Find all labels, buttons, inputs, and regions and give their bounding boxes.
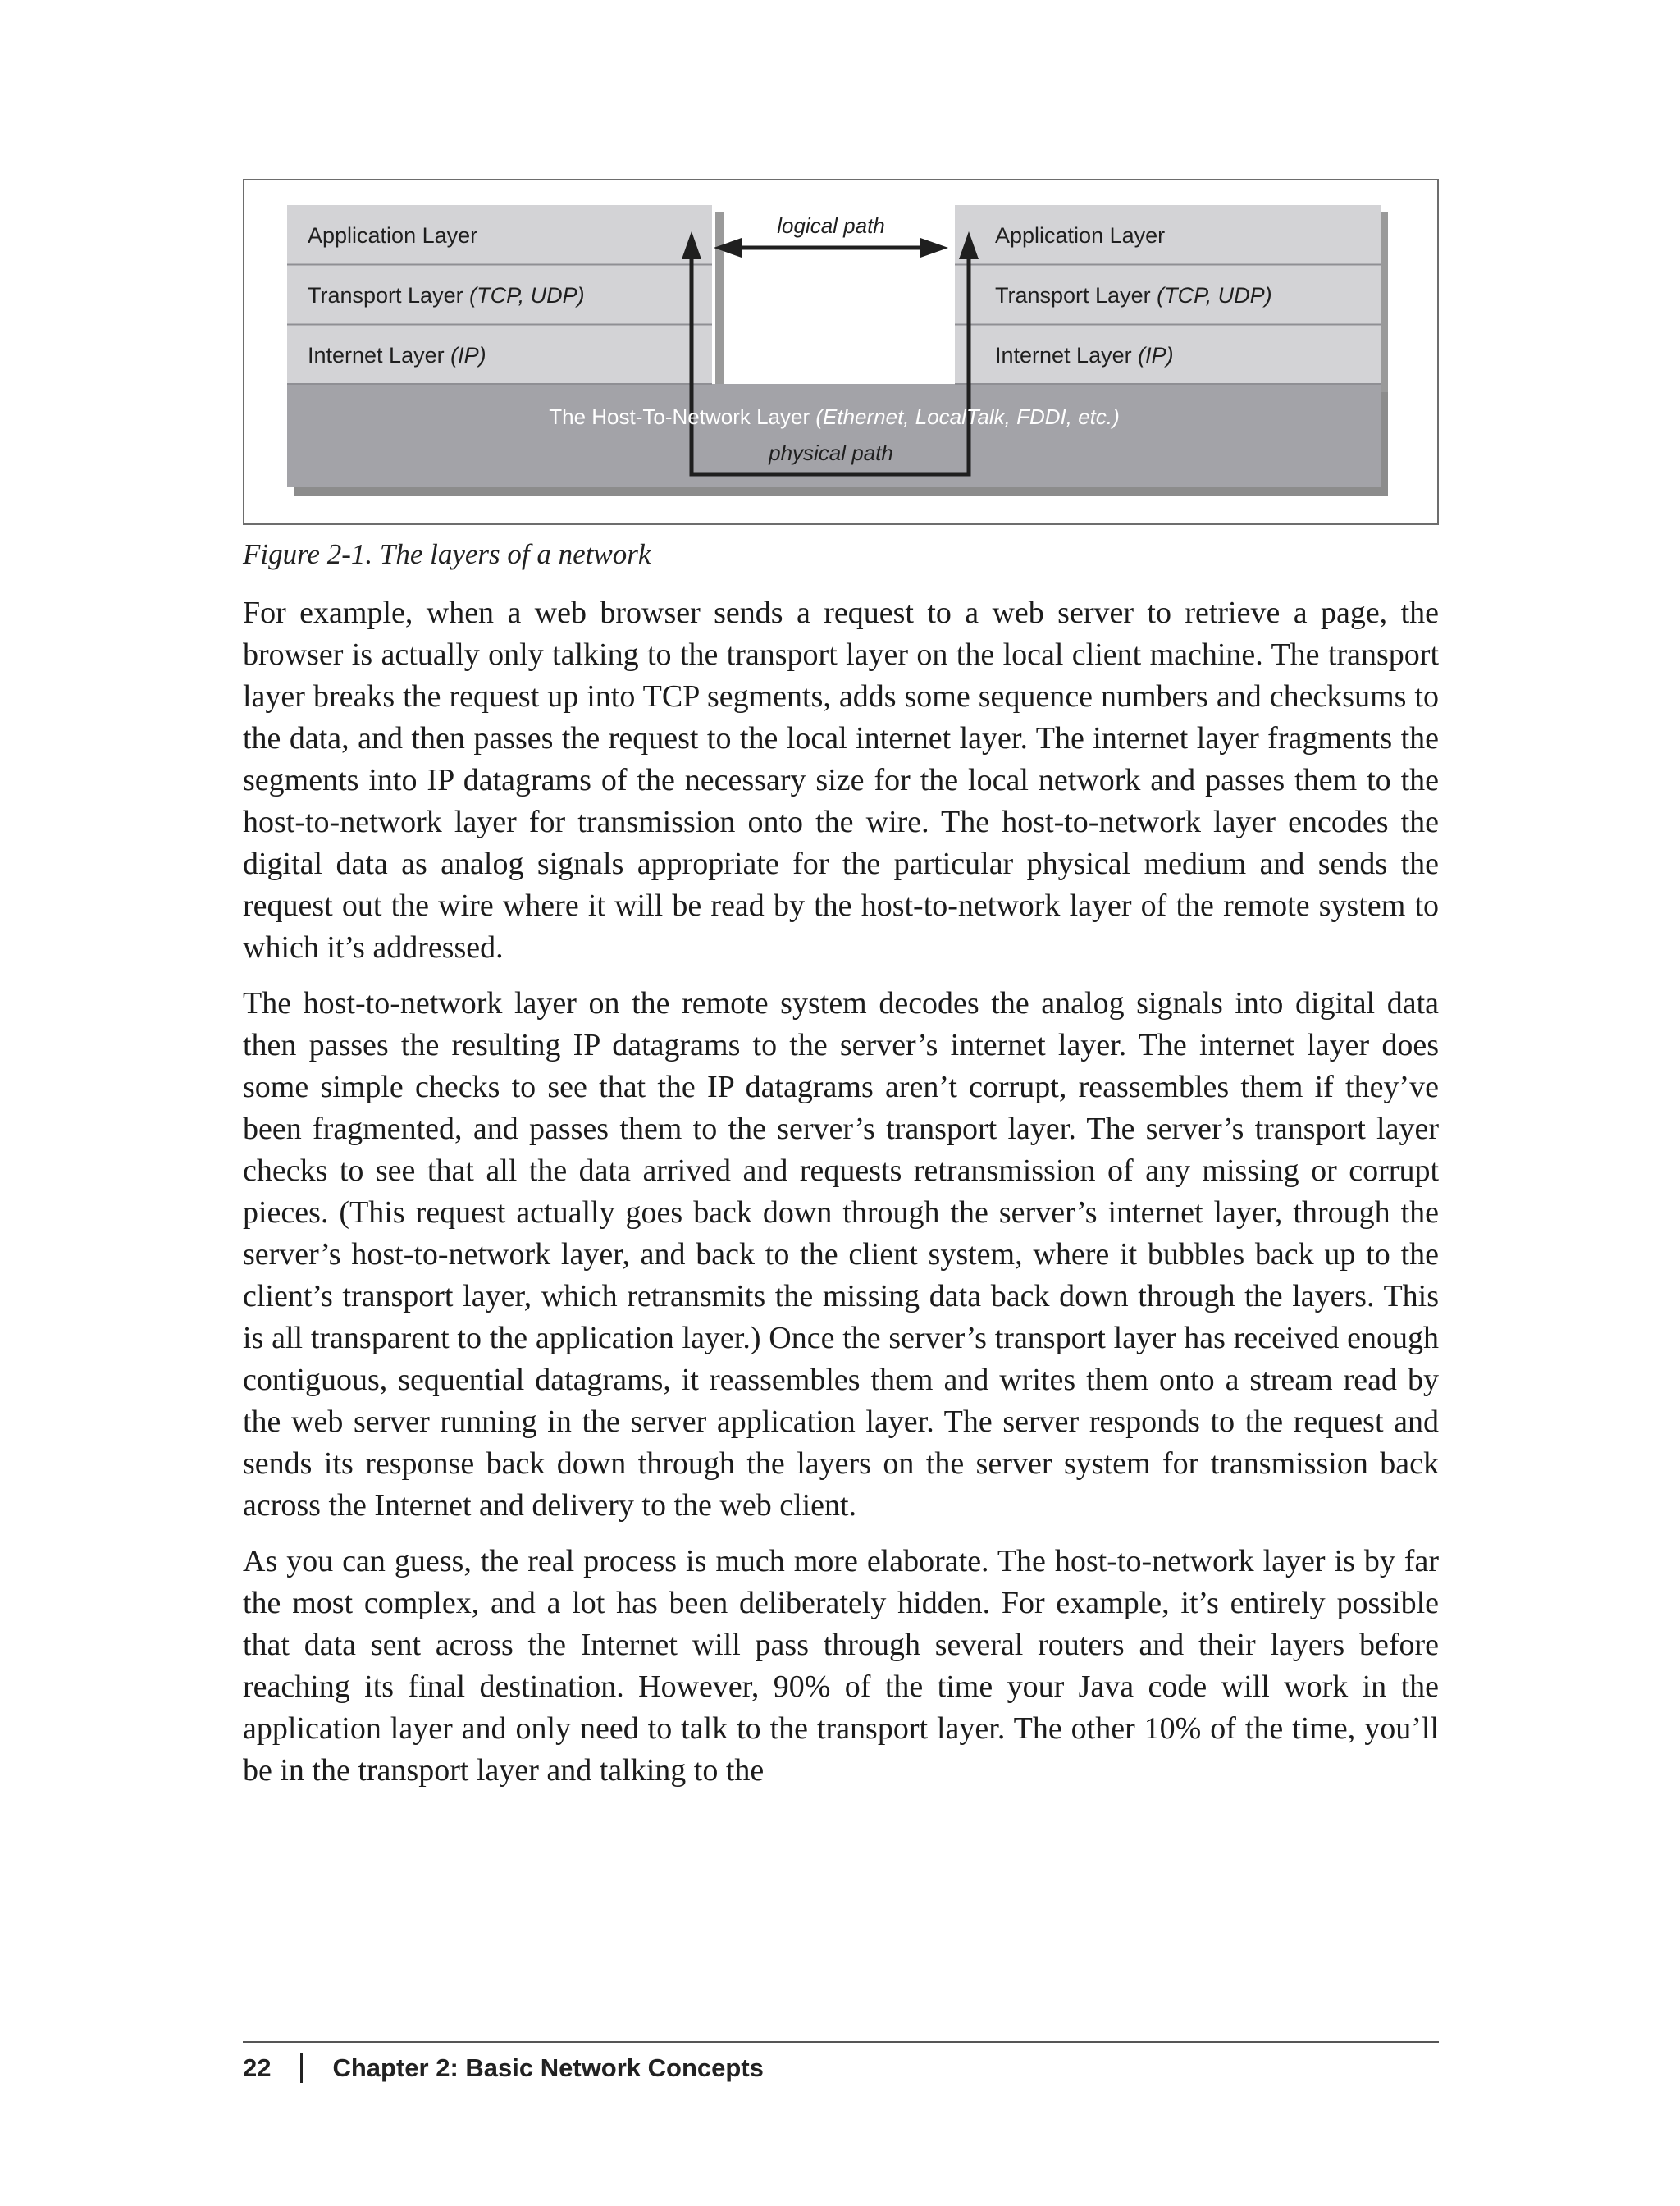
right-application-label: Application Layer: [995, 223, 1166, 248]
host-layer-label: The Host-To-Network Layer (Ethernet, LocalTalk, FDDI, etc.): [549, 404, 1120, 429]
left-application-label: Application Layer: [308, 223, 478, 248]
network-layers-diagram: [0, 0, 1680, 574]
footer-separator: [300, 2053, 303, 2083]
page-number: 22: [243, 2053, 272, 2082]
body-text: [243, 592, 1439, 1806]
paragraph: For example, when a web browser sends a request to a web server to retrieve a page, the browser is actually only talking to the transport layer on the local client machine. The transport layer breaks the request up into TCP segments, adds some sequence numbers and checksums to the data, and then passes the request to the local internet layer. The internet layer fragments the segments into IP datagrams of the necessary size for the local network and passes them to the host-to-network layer for transmission onto the wire. The host-to-network layer encodes the digital data as analog signals appropriate for the particular physical medium and sends the request out the wire where it will be read by the host-to-network layer of the remote system to which it’s addressed.: [243, 596, 1439, 965]
right-transport-label: Transport Layer (TCP, UDP): [995, 283, 1272, 308]
logical-path-arrowhead-right: [920, 238, 948, 258]
paragraph: The host-to-network layer on the remote system decodes the analog signals into digital data then passes the resulting IP datagrams to the server’s internet layer. The internet layer does some simple checks to see that the IP datagrams aren’t corrupt, reassembles them if they’ve been fragmented, and passes them to the server’s transport layer. The server’s transport layer checks to see that all the data arrived and requests retransmission of any missing or corrupt pieces. (This request actually goes back down through the server’s internet layer, through the server’s host-to-network layer, and back to the client system, where it bubbles back up to the client’s transport layer, which retransmits the missing data back down through the layers. This is all transparent to the application layer.) Once the server’s transport layer has received enough contiguous, sequential datagrams, it reassembles them and writes them onto a stream read by the web server running in the server application layer. The server responds to the request and sends its response back down through the layers on the server system for transmission back across the Internet and delivery to the web client.: [243, 986, 1439, 1523]
left-transport-label: Transport Layer (TCP, UDP): [308, 283, 585, 308]
physical-path-label: physical path: [769, 441, 893, 465]
page-footer: [243, 2048, 764, 2089]
host-to-network-layer: [287, 384, 1381, 487]
right-internet-label: Internet Layer (IP): [995, 343, 1174, 368]
left-internet-label: Internet Layer (IP): [308, 343, 486, 368]
chapter-title: Chapter 2: Basic Network Concepts: [332, 2053, 764, 2082]
footer-rule: [243, 2041, 1439, 2043]
figure-caption: Figure 2-1. The layers of a network: [243, 538, 651, 570]
logical-path-label: logical path: [777, 213, 885, 238]
paragraph: As you can guess, the real process is much more elaborate. The host-to-network layer is by far the most complex, and a lot has been deliberately hidden. For example, it’s entirely possible that data sent across the Internet will pass through several routers and their layers before reaching its final destination. However, 90% of the time your Java code will work in the application layer and only need to talk to the transport layer. The other 10% of the time, you’ll be in the transport layer and talking to the: [243, 1544, 1439, 1788]
shadow-left-stack: [715, 212, 724, 392]
